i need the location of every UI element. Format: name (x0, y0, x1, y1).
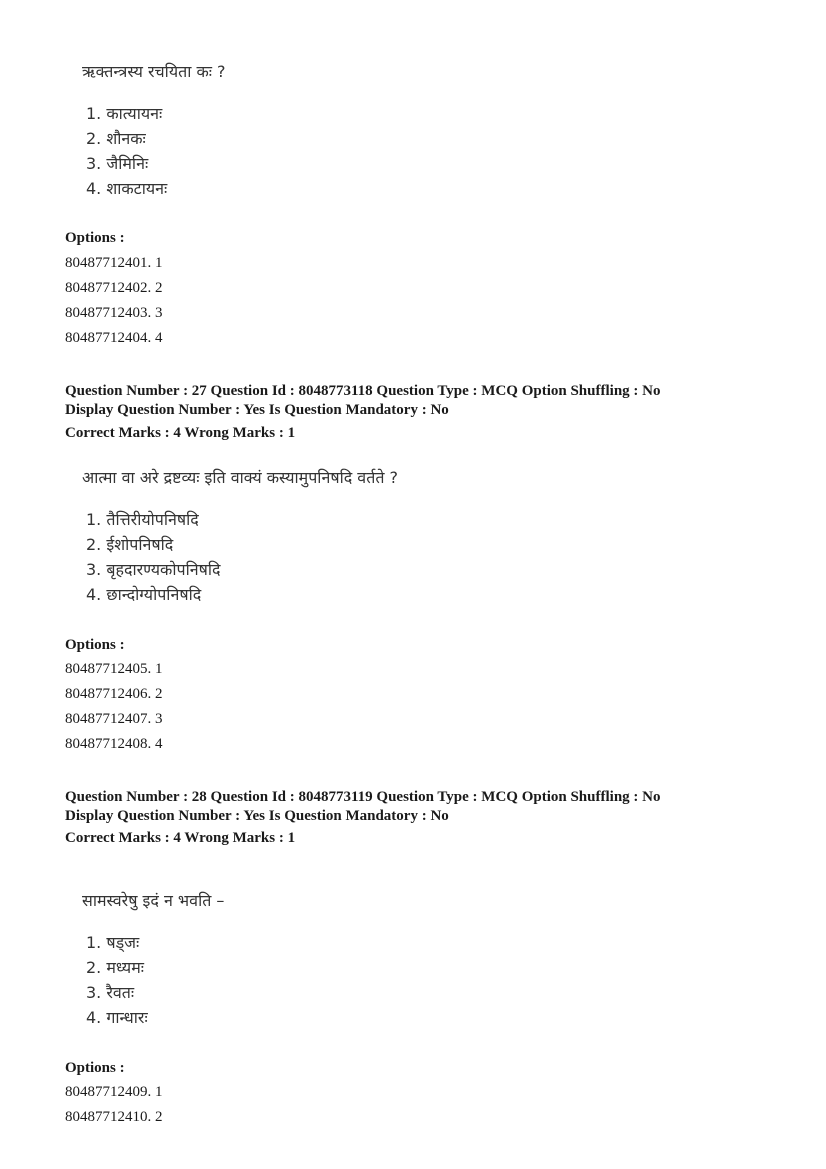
choice-4: 4. गान्धारः (86, 1008, 148, 1027)
choice-4: 4. शाकटायनः (86, 179, 168, 198)
option-id: 80487712403. 3 (65, 305, 163, 321)
choice-2: 2. मध्यमः (86, 958, 145, 977)
options-label: Options : (65, 230, 125, 246)
option-id: 80487712404. 4 (65, 330, 163, 346)
choice-1: 1. षड्जः (86, 933, 140, 952)
question-header: Display Question Number : Yes Is Question Mandatory : No (65, 402, 449, 418)
question-header: Display Question Number : Yes Is Question Mandatory : No (65, 808, 449, 824)
options-label: Options : (65, 637, 125, 653)
question-text: आत्मा वा अरे द्रष्टव्यः इति वाक्यं कस्यामुपनिषदि वर्तते ? (82, 468, 399, 487)
option-id: 80487712409. 1 (65, 1084, 163, 1100)
option-id: 80487712401. 1 (65, 255, 163, 271)
question-header: Question Number : 28 Question Id : 8048773119 Question Type : MCQ Option Shuffling : No (65, 789, 661, 805)
choice-3: 3. बृहदारण्यकोपनिषदि (86, 560, 221, 579)
choice-3: 3. रैवतः (86, 983, 135, 1002)
question-header: Question Number : 27 Question Id : 8048773118 Question Type : MCQ Option Shuffling : No (65, 383, 661, 399)
choice-1: 1. तैत्तिरीयोपनिषदि (86, 510, 199, 529)
option-id: 80487712408. 4 (65, 736, 163, 752)
choice-2: 2. ईशोपनिषदि (86, 535, 174, 554)
choice-1: 1. कात्यायनः (86, 104, 163, 123)
option-id: 80487712405. 1 (65, 661, 163, 677)
option-id: 80487712410. 2 (65, 1109, 163, 1125)
question-text: ऋक्तन्त्रस्य रचयिता कः ? (82, 62, 226, 81)
marks-header: Correct Marks : 4 Wrong Marks : 1 (65, 425, 296, 441)
option-id: 80487712402. 2 (65, 280, 163, 296)
option-id: 80487712407. 3 (65, 711, 163, 727)
choice-4: 4. छान्दोग्योपनिषदि (86, 585, 202, 604)
marks-header: Correct Marks : 4 Wrong Marks : 1 (65, 830, 296, 846)
options-label: Options : (65, 1060, 125, 1076)
choice-3: 3. जैमिनिः (86, 154, 149, 173)
question-text: सामस्वरेषु इदं न भवति – (82, 891, 225, 910)
choice-2: 2. शौनकः (86, 129, 146, 148)
option-id: 80487712406. 2 (65, 686, 163, 702)
